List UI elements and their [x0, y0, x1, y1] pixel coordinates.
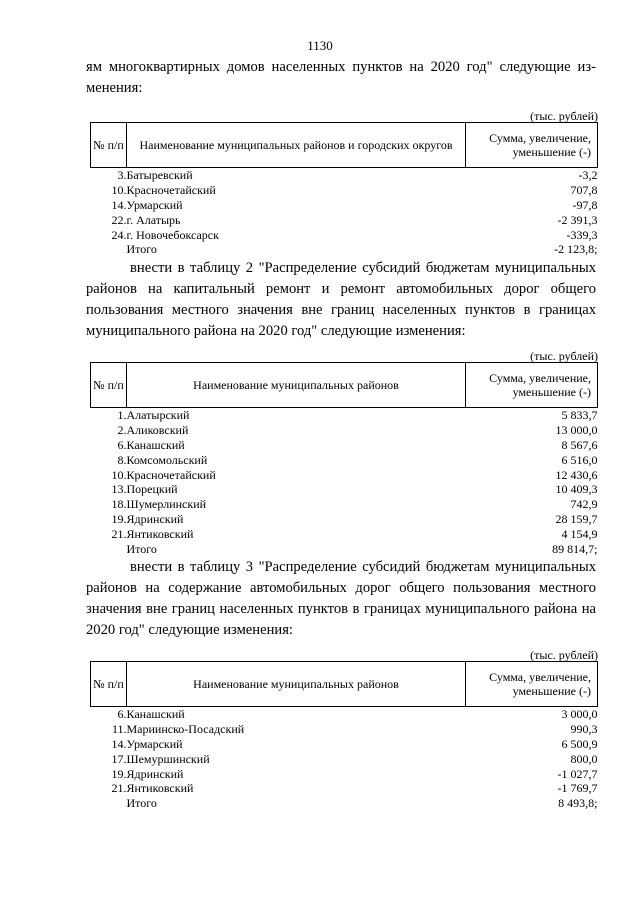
table-row [91, 408, 598, 423]
row-sum: -2 391,3 [557, 212, 598, 227]
row-sum: 5 833,7 [561, 408, 598, 423]
row-name: Порецкий [126, 482, 178, 497]
table3-body [91, 707, 598, 811]
table3-header-num: № п/п [91, 662, 127, 707]
row-sum: -97,8 [572, 197, 598, 212]
table2-header-num: № п/п [91, 363, 127, 408]
table1-header-sum: Сумма, увеличение, уменьшение (-) [466, 123, 598, 168]
row-sum: 990,3 [570, 722, 598, 737]
row-number: 13. [111, 482, 127, 497]
paragraph-3 [86, 557, 596, 641]
table-row [91, 707, 598, 722]
row-name: Итого [126, 242, 157, 257]
table-row [91, 168, 598, 183]
row-name: Красночетайский [126, 467, 216, 482]
row-name: Комсомольский [126, 452, 208, 467]
row-sum: 707,8 [570, 183, 598, 198]
intro-line-2: менения: [86, 80, 143, 96]
row-name: Мариинско-Посадский [126, 722, 245, 737]
table3 [90, 661, 598, 811]
row-sum: 89 814,7; [552, 541, 598, 556]
row-number: 3. [117, 168, 127, 183]
table3-header-name: Наименование муниципальных районов [127, 662, 466, 707]
table1-header-name: Наименование муниципальных районов и городских округов [127, 123, 466, 168]
row-number [91, 796, 127, 811]
row-name: Ядринский [126, 511, 184, 526]
table-row [91, 438, 598, 453]
paragraph-2-text: внести в таблицу 2 "Распределение субсидий бюджетам муниципальных районов на капитальный ремонт и ремонт автомобильных дорог общего пользования местного значения вне границ населенных пунктов в границах муниципального района на 2020 год" следующие изменения: [86, 260, 596, 339]
row-sum: -1 769,7 [557, 781, 598, 796]
intro-paragraph [86, 57, 596, 99]
table2 [90, 362, 598, 556]
table-row [91, 212, 598, 227]
row-number: 14. [111, 197, 127, 212]
row-number: 10. [111, 467, 127, 482]
table1-unit: (тыс. рублей) [530, 109, 598, 123]
row-number: 21. [111, 526, 127, 541]
row-name: Алатырский [126, 408, 190, 423]
row-name: г. Алатырь [126, 212, 181, 227]
row-sum: 6 516,0 [561, 452, 598, 467]
table-row [91, 198, 598, 213]
row-name: Батыревский [126, 168, 193, 183]
table2-body [91, 408, 598, 556]
row-number: 24. [111, 227, 127, 242]
row-sum: 12 430,6 [555, 467, 598, 482]
row-number: 8. [117, 452, 127, 467]
row-number: 10. [111, 183, 127, 198]
row-number: 6. [117, 437, 127, 452]
table-row [91, 242, 598, 257]
row-sum: -1 027,7 [557, 766, 598, 781]
table-row [91, 796, 598, 811]
row-name: Урмарский [126, 736, 183, 751]
table3-header-sum: Сумма, увеличение, уменьшение (-) [466, 662, 598, 707]
row-name: Шумерлинский [126, 497, 207, 512]
row-sum: 742,9 [570, 497, 598, 512]
table1 [90, 122, 598, 257]
row-name: Урмарский [126, 197, 183, 212]
row-name: Янтиковский [126, 526, 194, 541]
row-name: Канашский [126, 437, 185, 452]
table-row [91, 467, 598, 482]
paragraph-3-text: внести в таблицу 3 "Распределение субсидий бюджетам муниципальных районов на содержание автомобильных дорог общего пользования местного значения вне границ населенных пунктов в границах муниципального района на 2020 год" следующие изменения: [86, 559, 596, 638]
row-sum: 4 154,9 [561, 526, 598, 541]
table3-unit: (тыс. рублей) [530, 648, 598, 662]
row-name: Ядринский [126, 766, 184, 781]
row-name: Шемуршинский [126, 751, 210, 766]
table-row [91, 541, 598, 556]
row-sum: -2 123,8; [554, 242, 598, 257]
row-number: 18. [111, 497, 127, 512]
row-number: 2. [117, 423, 127, 438]
row-sum: 8 493,8; [558, 796, 598, 811]
row-number: 14. [111, 736, 127, 751]
table-row [91, 183, 598, 198]
row-number: 19. [111, 511, 127, 526]
table-row [91, 497, 598, 512]
row-sum: 800,0 [570, 751, 598, 766]
row-number: 17. [111, 751, 127, 766]
row-number: 19. [111, 766, 127, 781]
row-sum: 13 000,0 [555, 423, 598, 438]
row-number: 22. [111, 212, 127, 227]
row-name: Итого [126, 796, 157, 811]
table-row [91, 526, 598, 541]
row-name: Итого [126, 541, 157, 556]
paragraph-2 [86, 258, 596, 342]
table-row [91, 766, 598, 781]
row-name: Аликовский [126, 423, 189, 438]
table1-header-num: № п/п [91, 123, 127, 168]
table1-body [91, 168, 598, 257]
table-row [91, 751, 598, 766]
row-sum: 3 000,0 [561, 707, 598, 722]
table2-header-name: Наименование муниципальных районов [127, 363, 466, 408]
table-row [91, 781, 598, 796]
row-sum: 8 567,6 [561, 437, 598, 452]
row-number [91, 242, 127, 257]
table-row [91, 737, 598, 752]
table-row [91, 722, 598, 737]
table2-unit: (тыс. рублей) [530, 349, 598, 363]
row-name: Канашский [126, 707, 185, 722]
table-row [91, 423, 598, 438]
row-number: 11. [111, 722, 127, 737]
table-row [91, 482, 598, 497]
row-number: 6. [117, 707, 127, 722]
table2-header-sum: Сумма, увеличение, уменьшение (-) [466, 363, 598, 408]
row-sum: 10 409,3 [555, 482, 598, 497]
row-sum: 28 159,7 [555, 511, 598, 526]
row-name: г. Новочебоксарск [126, 227, 219, 242]
page-number: 1130 [307, 38, 333, 53]
row-name: Янтиковский [126, 781, 194, 796]
row-number: 1. [117, 408, 127, 423]
table-row [91, 452, 598, 467]
table-row [91, 227, 598, 242]
intro-line-1: ям многоквартирных домов населенных пунктов на 2020 год" следующие из- [86, 59, 596, 75]
table-row [91, 512, 598, 527]
row-number: 21. [111, 781, 127, 796]
row-sum: -339,3 [566, 227, 598, 242]
row-sum: 6 500,9 [561, 736, 598, 751]
row-name: Красночетайский [126, 183, 216, 198]
row-number [91, 541, 127, 556]
row-sum: -3,2 [578, 168, 598, 183]
